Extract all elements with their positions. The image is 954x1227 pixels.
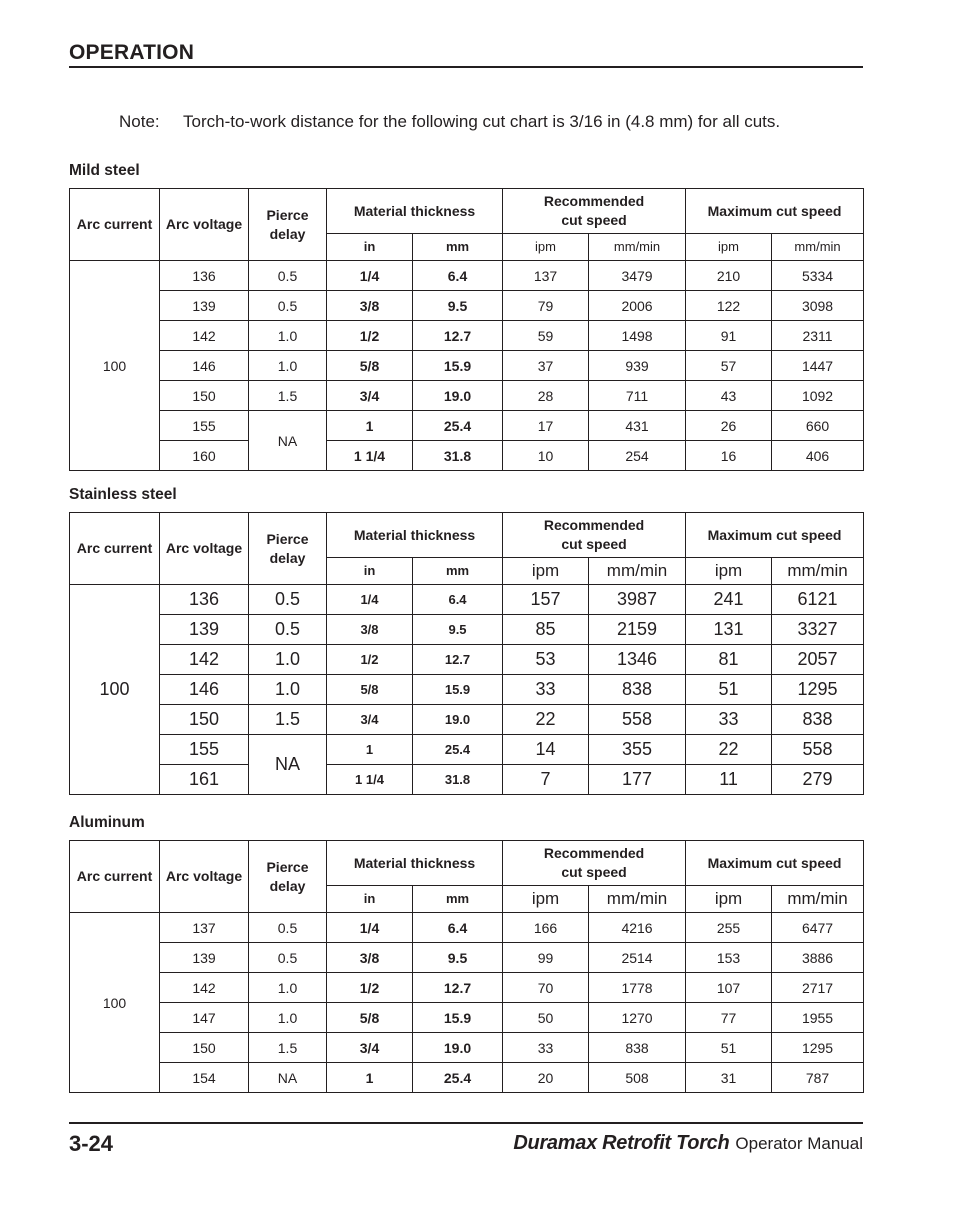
arc-current-cell: 100 xyxy=(70,913,160,1093)
maximum-ipm-cell: 153 xyxy=(686,943,772,973)
mm-min-unit-header: mm/min xyxy=(772,234,864,261)
maximum-ipm-cell: 241 xyxy=(686,585,772,615)
arc-voltage-cell: 146 xyxy=(160,675,249,705)
thickness-mm-cell: 15.9 xyxy=(413,1003,503,1033)
thickness-mm-cell: 25.4 xyxy=(413,1063,503,1093)
table-row xyxy=(70,411,864,441)
pierce-delay-cell: NA xyxy=(249,1063,327,1093)
maximum-mm-min-cell: 2057 xyxy=(772,645,864,675)
maximum-ipm-cell: 11 xyxy=(686,765,772,795)
maximum-mm-min-cell: 3886 xyxy=(772,943,864,973)
maximum-ipm-cell: 43 xyxy=(686,381,772,411)
ipm-unit-header: ipm xyxy=(503,886,589,913)
aluminum-heading: Aluminum xyxy=(69,814,145,831)
table-row xyxy=(70,1033,864,1063)
thickness-mm-cell: 15.9 xyxy=(413,351,503,381)
thickness-mm-cell: 12.7 xyxy=(413,973,503,1003)
recommended-mm-min-cell: 939 xyxy=(589,351,686,381)
pierce-delay-cell: 0.5 xyxy=(249,291,327,321)
maximum-speed-header: Maximum cut speed xyxy=(686,189,864,234)
thickness-in-cell: 3/8 xyxy=(327,615,413,645)
maximum-ipm-cell: 77 xyxy=(686,1003,772,1033)
maximum-mm-min-cell: 2717 xyxy=(772,973,864,1003)
thickness-mm-cell: 31.8 xyxy=(413,765,503,795)
thickness-in-cell: 1/4 xyxy=(327,261,413,291)
recommended-speed-header: Recommended cut speed xyxy=(503,189,686,234)
recommended-ipm-cell: 85 xyxy=(503,615,589,645)
table-row xyxy=(70,973,864,1003)
arc-current-header: Arc current xyxy=(70,513,160,585)
thickness-in-cell: 5/8 xyxy=(327,675,413,705)
maximum-mm-min-cell: 3327 xyxy=(772,615,864,645)
arc-current-cell: 100 xyxy=(70,261,160,471)
maximum-mm-min-cell: 787 xyxy=(772,1063,864,1093)
maximum-mm-min-cell: 2311 xyxy=(772,321,864,351)
recommended-ipm-cell: 37 xyxy=(503,351,589,381)
recommended-mm-min-cell: 2006 xyxy=(589,291,686,321)
recommended-mm-min-cell: 177 xyxy=(589,765,686,795)
product-name: Duramax Retrofit Torch xyxy=(513,1132,730,1154)
mild-steel-cut-chart xyxy=(69,188,864,471)
arc-voltage-cell: 136 xyxy=(160,261,249,291)
arc-voltage-cell: 150 xyxy=(160,1033,249,1063)
table-row xyxy=(70,321,864,351)
thickness-in-cell: 3/8 xyxy=(327,291,413,321)
header-rule xyxy=(69,66,863,68)
table-row xyxy=(70,1063,864,1093)
arc-voltage-header: Arc voltage xyxy=(160,513,249,585)
thickness-mm-cell: 6.4 xyxy=(413,913,503,943)
recommended-ipm-cell: 70 xyxy=(503,973,589,1003)
thickness-mm-cell: 6.4 xyxy=(413,261,503,291)
footer-title xyxy=(513,1132,863,1155)
maximum-mm-min-cell: 1447 xyxy=(772,351,864,381)
pierce-delay-cell: 1.0 xyxy=(249,321,327,351)
recommended-ipm-cell: 157 xyxy=(503,585,589,615)
table-row xyxy=(70,705,864,735)
recommended-mm-min-cell: 558 xyxy=(589,705,686,735)
in-unit-header: in xyxy=(327,886,413,913)
pierce-delay-cell: 1.0 xyxy=(249,351,327,381)
aluminum-cut-chart xyxy=(69,840,864,1093)
note-label: Note: xyxy=(119,112,160,131)
mm-min-unit-header: mm/min xyxy=(772,558,864,585)
ipm-unit-header: ipm xyxy=(503,558,589,585)
recommended-ipm-cell: 79 xyxy=(503,291,589,321)
thickness-in-cell: 1/4 xyxy=(327,585,413,615)
maximum-mm-min-cell: 1295 xyxy=(772,675,864,705)
thickness-mm-cell: 9.5 xyxy=(413,615,503,645)
arc-voltage-cell: 136 xyxy=(160,585,249,615)
table-row xyxy=(70,1003,864,1033)
table-row xyxy=(70,765,864,795)
thickness-mm-cell: 31.8 xyxy=(413,441,503,471)
pierce-delay-header: Pierce delay xyxy=(249,841,327,913)
pierce-delay-cell: 1.5 xyxy=(249,381,327,411)
arc-current-header: Arc current xyxy=(70,189,160,261)
thickness-in-cell: 1 xyxy=(327,1063,413,1093)
maximum-mm-min-cell: 6477 xyxy=(772,913,864,943)
thickness-in-cell: 3/4 xyxy=(327,1033,413,1063)
maximum-speed-header: Maximum cut speed xyxy=(686,841,864,886)
pierce-delay-cell: 1.5 xyxy=(249,705,327,735)
maximum-ipm-cell: 255 xyxy=(686,913,772,943)
table-row xyxy=(70,943,864,973)
thickness-in-cell: 1/2 xyxy=(327,973,413,1003)
maximum-ipm-cell: 122 xyxy=(686,291,772,321)
recommended-ipm-cell: 33 xyxy=(503,675,589,705)
pierce-delay-cell: 1.0 xyxy=(249,1003,327,1033)
thickness-in-cell: 3/8 xyxy=(327,943,413,973)
maximum-mm-min-cell: 5334 xyxy=(772,261,864,291)
mm-min-unit-header: mm/min xyxy=(589,234,686,261)
maximum-mm-min-cell: 838 xyxy=(772,705,864,735)
recommended-mm-min-cell: 2159 xyxy=(589,615,686,645)
recommended-ipm-cell: 166 xyxy=(503,913,589,943)
thickness-in-cell: 1 1/4 xyxy=(327,765,413,795)
recommended-mm-min-cell: 3479 xyxy=(589,261,686,291)
recommended-mm-min-cell: 1270 xyxy=(589,1003,686,1033)
maximum-mm-min-cell: 558 xyxy=(772,735,864,765)
recommended-mm-min-cell: 508 xyxy=(589,1063,686,1093)
recommended-ipm-cell: 10 xyxy=(503,441,589,471)
thickness-in-cell: 1/4 xyxy=(327,913,413,943)
maximum-ipm-cell: 16 xyxy=(686,441,772,471)
recommended-ipm-cell: 7 xyxy=(503,765,589,795)
arc-current-header: Arc current xyxy=(70,841,160,913)
thickness-mm-cell: 19.0 xyxy=(413,1033,503,1063)
mm-unit-header: mm xyxy=(413,886,503,913)
recommended-ipm-cell: 28 xyxy=(503,381,589,411)
maximum-ipm-cell: 33 xyxy=(686,705,772,735)
arc-current-cell: 100 xyxy=(70,585,160,795)
arc-voltage-cell: 139 xyxy=(160,943,249,973)
recommended-speed-header: Recommended cut speed xyxy=(503,513,686,558)
thickness-in-cell: 1 1/4 xyxy=(327,441,413,471)
recommended-ipm-cell: 14 xyxy=(503,735,589,765)
pierce-delay-cell: 0.5 xyxy=(249,913,327,943)
recommended-ipm-cell: 33 xyxy=(503,1033,589,1063)
maximum-mm-min-cell: 1092 xyxy=(772,381,864,411)
thickness-mm-cell: 9.5 xyxy=(413,943,503,973)
arc-voltage-cell: 147 xyxy=(160,1003,249,1033)
thickness-mm-cell: 12.7 xyxy=(413,645,503,675)
arc-voltage-cell: 137 xyxy=(160,913,249,943)
arc-voltage-cell: 139 xyxy=(160,291,249,321)
thickness-mm-cell: 15.9 xyxy=(413,675,503,705)
mm-min-unit-header: mm/min xyxy=(589,886,686,913)
table-row xyxy=(70,441,864,471)
maximum-speed-header: Maximum cut speed xyxy=(686,513,864,558)
pierce-delay-cell: 0.5 xyxy=(249,943,327,973)
recommended-mm-min-cell: 1346 xyxy=(589,645,686,675)
arc-voltage-cell: 155 xyxy=(160,735,249,765)
maximum-ipm-cell: 22 xyxy=(686,735,772,765)
thickness-in-cell: 1 xyxy=(327,735,413,765)
maximum-ipm-cell: 81 xyxy=(686,645,772,675)
thickness-in-cell: 1/2 xyxy=(327,321,413,351)
recommended-ipm-cell: 17 xyxy=(503,411,589,441)
ipm-unit-header: ipm xyxy=(686,558,772,585)
table-row xyxy=(70,351,864,381)
torch-distance-note xyxy=(119,112,780,132)
pierce-delay-cell: 0.5 xyxy=(249,615,327,645)
table-row xyxy=(70,291,864,321)
table-row xyxy=(70,735,864,765)
pierce-delay-cell: 1.0 xyxy=(249,675,327,705)
pierce-delay-cell: NA xyxy=(249,411,327,471)
mm-min-unit-header: mm/min xyxy=(589,558,686,585)
maximum-mm-min-cell: 1955 xyxy=(772,1003,864,1033)
arc-voltage-cell: 146 xyxy=(160,351,249,381)
thickness-in-cell: 3/4 xyxy=(327,381,413,411)
thickness-mm-cell: 19.0 xyxy=(413,705,503,735)
thickness-in-cell: 3/4 xyxy=(327,705,413,735)
thickness-in-cell: 1/2 xyxy=(327,645,413,675)
maximum-ipm-cell: 131 xyxy=(686,615,772,645)
maximum-mm-min-cell: 1295 xyxy=(772,1033,864,1063)
thickness-in-cell: 5/8 xyxy=(327,1003,413,1033)
table-row xyxy=(70,261,864,291)
maximum-ipm-cell: 107 xyxy=(686,973,772,1003)
recommended-ipm-cell: 53 xyxy=(503,645,589,675)
arc-voltage-cell: 142 xyxy=(160,321,249,351)
arc-voltage-cell: 154 xyxy=(160,1063,249,1093)
ipm-unit-header: ipm xyxy=(686,886,772,913)
arc-voltage-header: Arc voltage xyxy=(160,189,249,261)
recommended-ipm-cell: 20 xyxy=(503,1063,589,1093)
ipm-unit-header: ipm xyxy=(686,234,772,261)
thickness-mm-cell: 25.4 xyxy=(413,735,503,765)
thickness-mm-cell: 25.4 xyxy=(413,411,503,441)
thickness-mm-cell: 12.7 xyxy=(413,321,503,351)
arc-voltage-cell: 142 xyxy=(160,645,249,675)
maximum-ipm-cell: 51 xyxy=(686,1033,772,1063)
recommended-mm-min-cell: 355 xyxy=(589,735,686,765)
pierce-delay-cell: 0.5 xyxy=(249,261,327,291)
material-thickness-header: Material thickness xyxy=(327,189,503,234)
thickness-mm-cell: 6.4 xyxy=(413,585,503,615)
recommended-mm-min-cell: 431 xyxy=(589,411,686,441)
pierce-delay-header: Pierce delay xyxy=(249,189,327,261)
recommended-ipm-cell: 22 xyxy=(503,705,589,735)
thickness-mm-cell: 19.0 xyxy=(413,381,503,411)
mild-steel-heading: Mild steel xyxy=(69,162,140,179)
table-row xyxy=(70,585,864,615)
recommended-mm-min-cell: 4216 xyxy=(589,913,686,943)
mm-unit-header: mm xyxy=(413,558,503,585)
recommended-mm-min-cell: 838 xyxy=(589,675,686,705)
arc-voltage-header: Arc voltage xyxy=(160,841,249,913)
arc-voltage-cell: 160 xyxy=(160,441,249,471)
recommended-ipm-cell: 99 xyxy=(503,943,589,973)
arc-voltage-cell: 139 xyxy=(160,615,249,645)
ipm-unit-header: ipm xyxy=(503,234,589,261)
recommended-mm-min-cell: 254 xyxy=(589,441,686,471)
thickness-mm-cell: 9.5 xyxy=(413,291,503,321)
mm-min-unit-header: mm/min xyxy=(772,886,864,913)
recommended-mm-min-cell: 1778 xyxy=(589,973,686,1003)
maximum-ipm-cell: 31 xyxy=(686,1063,772,1093)
maximum-ipm-cell: 210 xyxy=(686,261,772,291)
maximum-ipm-cell: 51 xyxy=(686,675,772,705)
arc-voltage-cell: 155 xyxy=(160,411,249,441)
thickness-in-cell: 1 xyxy=(327,411,413,441)
note-text: Torch-to-work distance for the following cut chart is 3/16 in (4.8 mm) for all cuts. xyxy=(183,112,781,131)
maximum-mm-min-cell: 406 xyxy=(772,441,864,471)
maximum-ipm-cell: 91 xyxy=(686,321,772,351)
maximum-mm-min-cell: 660 xyxy=(772,411,864,441)
recommended-ipm-cell: 137 xyxy=(503,261,589,291)
arc-voltage-cell: 142 xyxy=(160,973,249,1003)
recommended-ipm-cell: 50 xyxy=(503,1003,589,1033)
recommended-mm-min-cell: 838 xyxy=(589,1033,686,1063)
mm-unit-header: mm xyxy=(413,234,503,261)
page-number: 3-24 xyxy=(69,1131,114,1156)
recommended-ipm-cell: 59 xyxy=(503,321,589,351)
material-thickness-header: Material thickness xyxy=(327,841,503,886)
recommended-mm-min-cell: 1498 xyxy=(589,321,686,351)
in-unit-header: in xyxy=(327,558,413,585)
table-row xyxy=(70,675,864,705)
arc-voltage-cell: 150 xyxy=(160,381,249,411)
maximum-mm-min-cell: 3098 xyxy=(772,291,864,321)
table-row xyxy=(70,615,864,645)
pierce-delay-header: Pierce delay xyxy=(249,513,327,585)
pierce-delay-cell: 0.5 xyxy=(249,585,327,615)
pierce-delay-cell: 1.0 xyxy=(249,973,327,1003)
in-unit-header: in xyxy=(327,234,413,261)
stainless-steel-heading: Stainless steel xyxy=(69,486,177,503)
table-row xyxy=(70,381,864,411)
recommended-mm-min-cell: 2514 xyxy=(589,943,686,973)
arc-voltage-cell: 150 xyxy=(160,705,249,735)
pierce-delay-cell: NA xyxy=(249,735,327,795)
table-row xyxy=(70,645,864,675)
thickness-in-cell: 5/8 xyxy=(327,351,413,381)
recommended-speed-header: Recommended cut speed xyxy=(503,841,686,886)
arc-voltage-cell: 161 xyxy=(160,765,249,795)
pierce-delay-cell: 1.5 xyxy=(249,1033,327,1063)
maximum-mm-min-cell: 279 xyxy=(772,765,864,795)
recommended-mm-min-cell: 3987 xyxy=(589,585,686,615)
stainless-steel-cut-chart xyxy=(69,512,864,795)
maximum-mm-min-cell: 6121 xyxy=(772,585,864,615)
section-title: OPERATION xyxy=(69,41,195,64)
recommended-mm-min-cell: 711 xyxy=(589,381,686,411)
material-thickness-header: Material thickness xyxy=(327,513,503,558)
manual-name: Operator Manual xyxy=(735,1134,863,1153)
table-row xyxy=(70,913,864,943)
footer-rule xyxy=(69,1122,863,1124)
maximum-ipm-cell: 26 xyxy=(686,411,772,441)
pierce-delay-cell: 1.0 xyxy=(249,645,327,675)
maximum-ipm-cell: 57 xyxy=(686,351,772,381)
